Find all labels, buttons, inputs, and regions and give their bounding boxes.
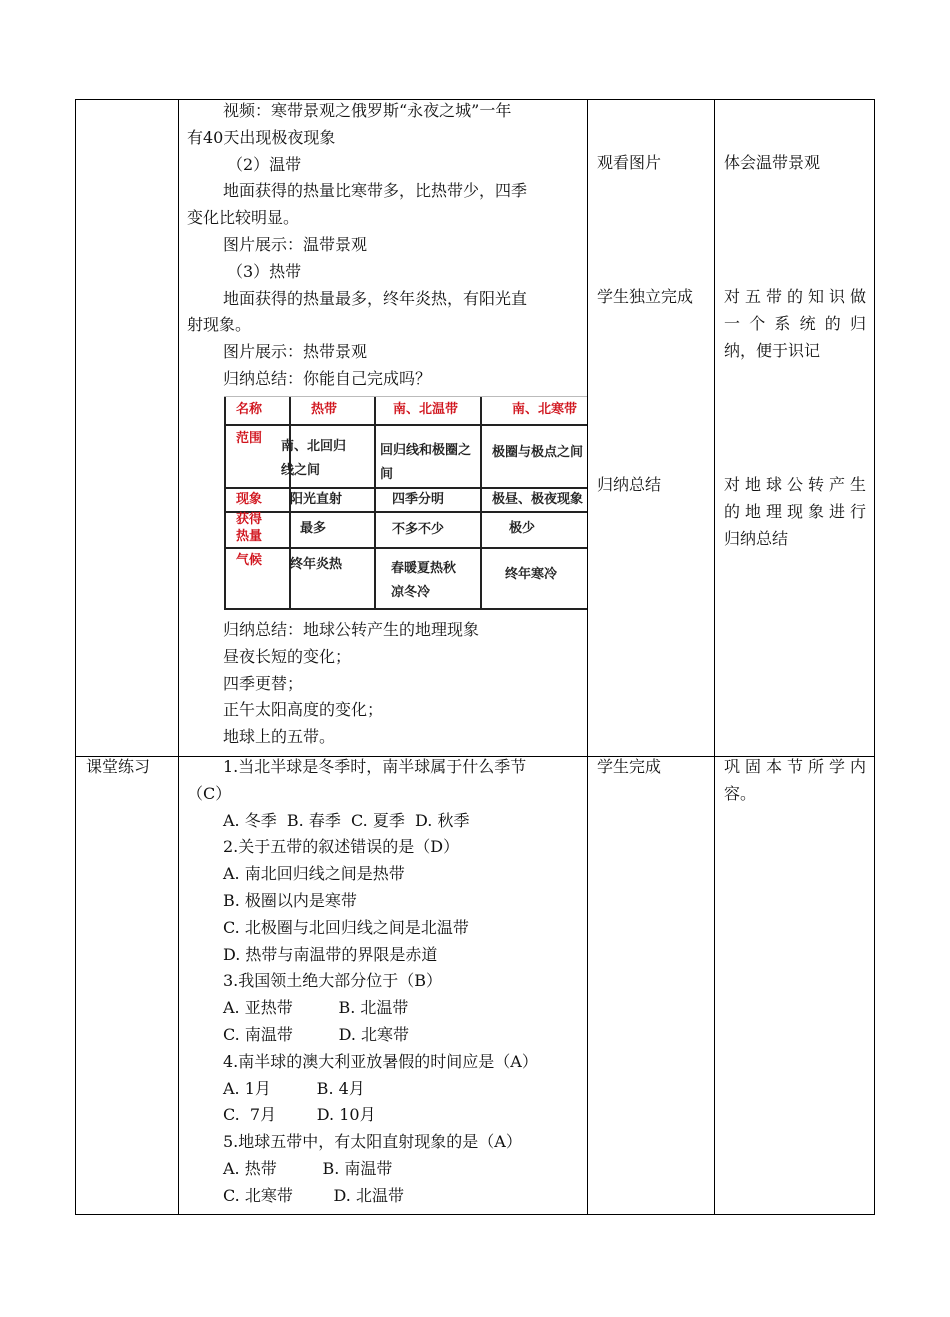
content-line: 射现象。	[187, 315, 252, 335]
practice-line: A. 南北回归线之间是热带	[223, 864, 405, 884]
zone-cell: 四季分明	[392, 492, 445, 507]
column-divider	[714, 100, 715, 1214]
practice-line: C. 南温带 D. 北寒带	[223, 1024, 410, 1044]
zone-header-temperate: 南、北温带	[393, 402, 459, 417]
content-line: 变化比较明显。	[187, 208, 300, 228]
zone-cell: 阳光直射	[290, 492, 343, 507]
intent-line: 纳，便于识记	[724, 340, 821, 360]
five-zones-table	[224, 396, 587, 610]
practice-line: C. 北极圈与北回归线之间是北温带	[223, 917, 469, 937]
intent-line: 对五带的知识做	[724, 287, 866, 306]
zone-cell: 极少	[509, 521, 536, 536]
practice-line: C. 7月 D. 10月	[223, 1105, 376, 1125]
practice-line: 4.南半球的澳大利亚放暑假的时间应是（A）	[223, 1051, 538, 1071]
zone-cell: 极昼、极夜现象	[492, 492, 584, 507]
practice-line: A. 热带 B. 南温带	[223, 1158, 393, 1178]
practice-line: 5.地球五带中，有太阳直射现象的是（A）	[223, 1132, 522, 1152]
zone-row-label: 获得	[236, 512, 263, 527]
zone-header-name: 名称	[236, 402, 263, 417]
intent-line: 容。	[724, 783, 757, 803]
student-activity: 观看图片	[597, 153, 662, 172]
summary-line: 四季更替；	[223, 673, 304, 693]
summary-line: 昼夜长短的变化；	[223, 646, 352, 666]
design-intent	[724, 472, 866, 552]
student-activity: 学生独立完成	[597, 287, 694, 306]
column-divider	[587, 100, 588, 1214]
zone-row-label: 气候	[236, 553, 263, 568]
practice-line: A. 冬季 B. 春季 C. 夏季 D. 秋季	[223, 810, 470, 830]
zone-cell: 凉冬冷	[391, 585, 431, 600]
practice-line: 1.当北半球是冬季时，南半球属于什么季节	[223, 757, 527, 776]
practice-line: A. 1月 B. 4月	[223, 1078, 365, 1098]
practice-line: B. 极圈以内是寒带	[223, 890, 357, 910]
practice-line: D. 热带与南温带的界限是赤道	[223, 944, 438, 964]
section-label-practice: 课堂练习	[86, 757, 151, 776]
intent-line: 巩固本节所学内	[724, 757, 866, 776]
zone-cell: 终年炎热	[290, 557, 343, 572]
practice-questions	[187, 754, 582, 1210]
zone-cell: 南、北回归	[281, 439, 347, 454]
summary-line: 归纳总结：地球公转产生的地理现象	[223, 620, 480, 639]
intent-line: 对地球公转产生	[724, 475, 866, 494]
content-line: 归纳总结：你能自己完成吗？	[223, 368, 432, 388]
intent-line: 的地理现象进行	[724, 501, 866, 521]
zone-cell: 春暖夏热秋	[391, 561, 457, 576]
teaching-content-upper	[187, 98, 577, 393]
practice-line: 3.我国领土绝大部分位于（B）	[223, 971, 443, 991]
zone-cell: 间	[380, 467, 394, 482]
zone-header-tropical: 热带	[311, 402, 338, 417]
content-line: （2）温带	[227, 154, 302, 174]
student-activity: 学生完成	[597, 757, 662, 776]
content-line: 图片展示：热带景观	[223, 342, 368, 362]
content-line: （3）热带	[227, 261, 302, 281]
design-intent	[724, 754, 866, 808]
practice-line: A. 亚热带 B. 北温带	[223, 998, 409, 1018]
content-line: 视频：寒带景观之俄罗斯“永夜之城”一年	[223, 101, 512, 120]
practice-line: C. 北寒带 D. 北温带	[223, 1185, 404, 1205]
zone-header-frigid: 南、北寒带	[512, 402, 578, 417]
practice-line: 2.关于五带的叙述错误的是（D）	[223, 837, 460, 857]
summary-line: 正午太阳高度的变化；	[223, 700, 384, 720]
zone-cell: 线之间	[281, 463, 321, 478]
zone-cell: 极圈与极点之间	[492, 445, 584, 460]
content-line: 有40天出现极夜现象	[187, 127, 336, 147]
zone-row-label: 热量	[236, 529, 263, 544]
zone-cell: 不多不少	[392, 522, 445, 537]
zone-cell: 回归线和极圈之	[380, 443, 472, 458]
design-intent: 体会温带景观	[724, 153, 821, 172]
content-line: 图片展示：温带景观	[223, 234, 368, 254]
summary-line: 地球上的五带。	[223, 727, 336, 747]
zone-row-label: 现象	[236, 492, 263, 507]
content-line: 地面获得的热量比寒带多，比热带少，四季	[223, 181, 528, 201]
practice-line: （C）	[187, 783, 232, 803]
content-line: 地面获得的热量最多，终年炎热，有阳光直	[223, 288, 528, 308]
zone-cell: 终年寒冷	[505, 567, 558, 582]
summary-block	[223, 617, 583, 751]
zone-row-label: 范围	[236, 431, 263, 446]
intent-line: 一个系统的归	[724, 313, 866, 333]
design-intent	[724, 284, 866, 364]
intent-line: 归纳总结	[724, 528, 789, 548]
zone-cell: 最多	[300, 521, 327, 536]
student-activity: 归纳总结	[597, 475, 662, 494]
column-divider	[178, 100, 179, 1214]
